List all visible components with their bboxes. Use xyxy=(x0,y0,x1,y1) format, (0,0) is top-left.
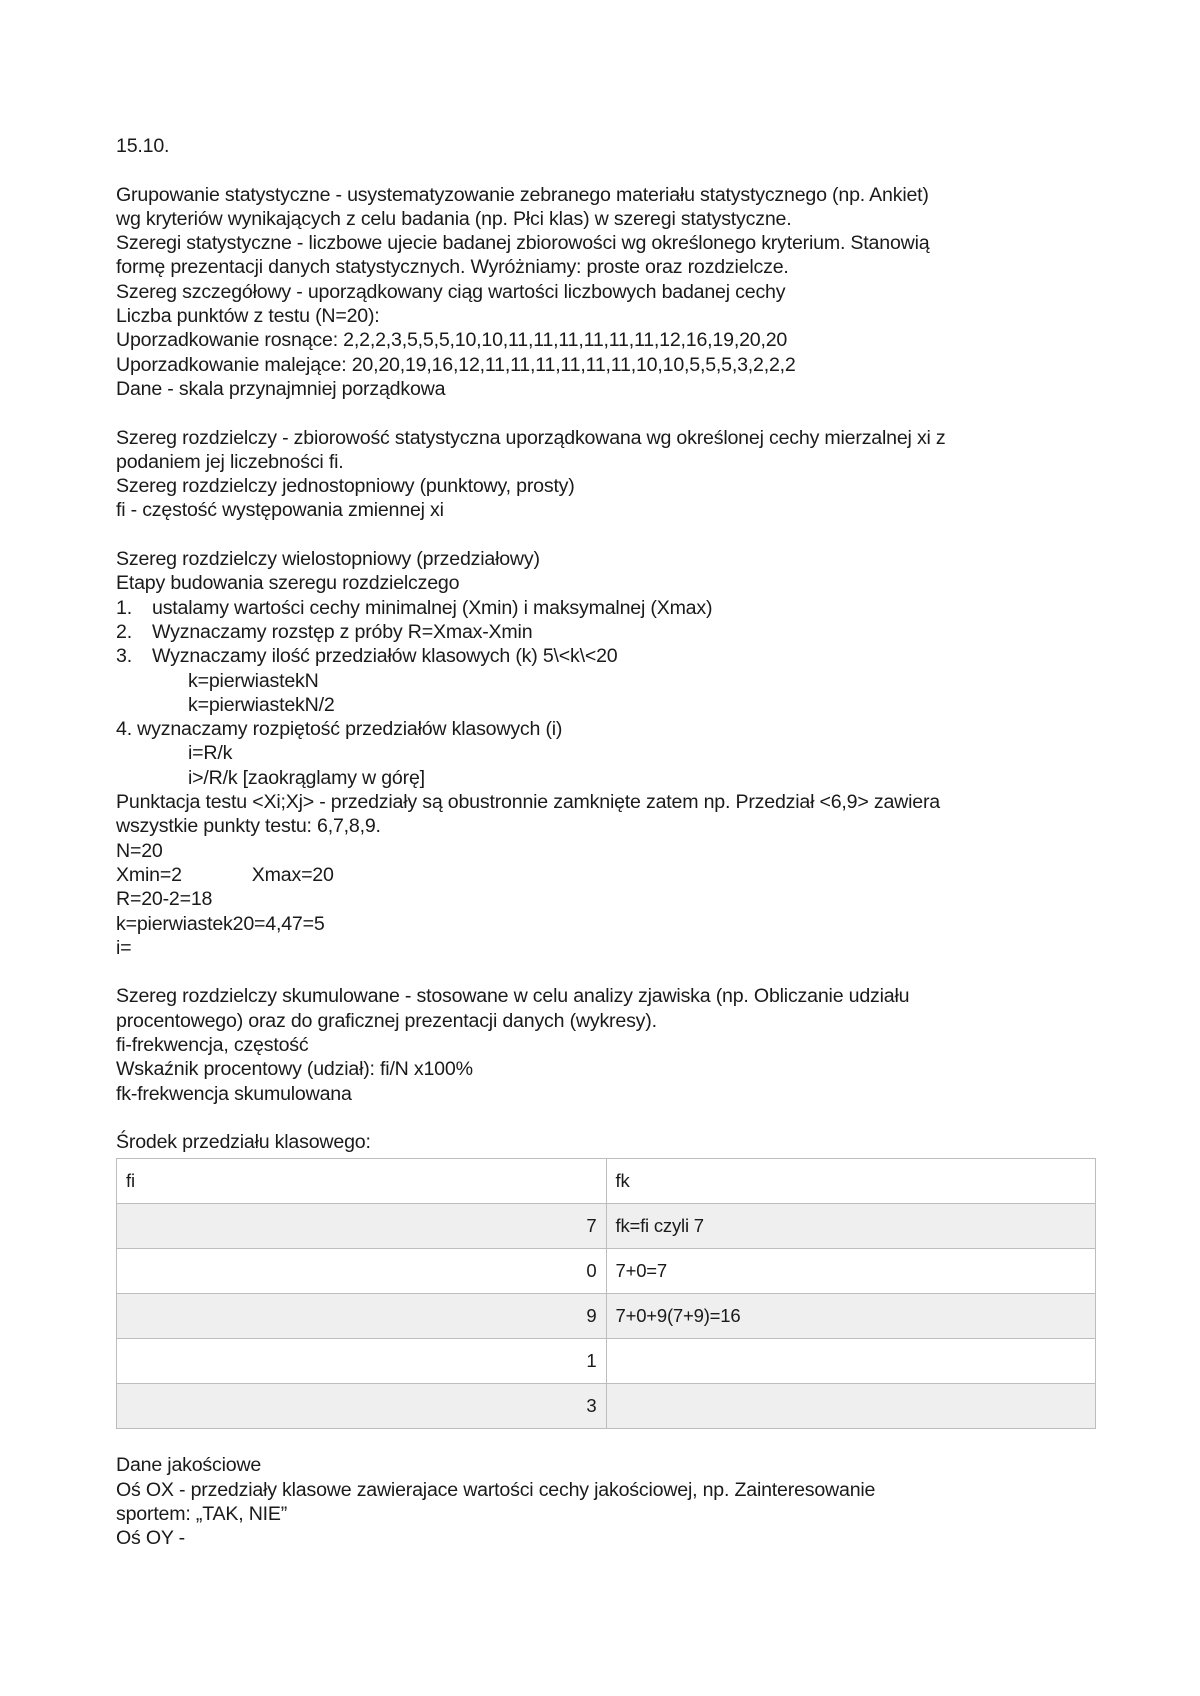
paragraph-line: Dane - skala przynajmniej porządkowa xyxy=(116,377,446,400)
table-cell-fi: 3 xyxy=(117,1384,607,1429)
list-number: 2. xyxy=(116,620,132,643)
paragraph-line: Szeregi statystyczne - liczbowe ujecie badanej zbiorowości wg określonego kryterium. Stanowią xyxy=(116,232,930,255)
paragraph-line: sportem: „TAK, NIE” xyxy=(116,1503,288,1526)
list-item: 4. wyznaczamy rozpiętość przedziałów klasowych (i) xyxy=(116,718,563,741)
formula-line: k=pierwiastekN xyxy=(188,669,319,692)
formula-line: i>/R/k [zaokrąglamy w górę] xyxy=(188,766,425,789)
paragraph-line: Grupowanie statystyczne - usystematyzowanie zebranego materiału statystycznego (np. Ankiet) xyxy=(116,183,929,206)
formula-line: i=R/k xyxy=(188,742,233,765)
table-cell-fk: fk=fi czyli 7 xyxy=(606,1204,1096,1249)
table-header-row xyxy=(117,1159,1096,1204)
list-item xyxy=(116,644,1096,668)
table-cell-fk: 7+0+9(7+9)=16 xyxy=(606,1294,1096,1339)
section-subheading: Etapy budowania szeregu rozdzielczego xyxy=(116,572,460,595)
section-skumulowane xyxy=(116,984,1096,1105)
table-caption: Środek przedziału klasowego: xyxy=(116,1131,371,1154)
table-cell-fk xyxy=(606,1384,1096,1429)
k-value: k=pierwiastek20=4,47=5 xyxy=(116,912,325,935)
section-heading: Dane jakościowe xyxy=(116,1454,262,1477)
table-row xyxy=(117,1384,1096,1429)
table-row xyxy=(117,1249,1096,1294)
paragraph-line: Uporzadkowanie malejące: 20,20,19,16,12,11,11,11,11,11,11,10,10,5,5,5,3,2,2,2 xyxy=(116,353,796,376)
paragraph-line: Szereg rozdzielczy - zbiorowość statystyczna uporządkowana wg określonej cechy mierzalnej xi z xyxy=(116,426,946,449)
list-item xyxy=(116,596,1096,620)
paragraph-line: fk-frekwencja skumulowana xyxy=(116,1082,352,1105)
r-value: R=20-2=18 xyxy=(116,888,213,911)
paragraph-line: wszystkie punkty testu: 6,7,8,9. xyxy=(116,815,381,838)
date-heading: 15.10. xyxy=(116,135,170,157)
paragraph-line: fi-frekwencja, częstość xyxy=(116,1033,309,1056)
frequency-table xyxy=(116,1158,1096,1429)
table-cell-fi: 7 xyxy=(117,1204,607,1249)
table-row xyxy=(117,1204,1096,1249)
list-text: Wyznaczamy rozstęp z próby R=Xmax-Xmin xyxy=(152,620,533,643)
paragraph-line: Oś OX - przedziały klasowe zawierajace wartości cechy jakościowej, np. Zainteresowanie xyxy=(116,1478,876,1501)
n-value: N=20 xyxy=(116,839,163,862)
i-value: i= xyxy=(116,936,132,959)
table-cell-fi: 9 xyxy=(117,1294,607,1339)
list-text: Wyznaczamy ilość przedziałów klasowych (k) 5\<k\<20 xyxy=(152,645,618,668)
list-number: 1. xyxy=(116,596,132,619)
paragraph-line: podaniem jej liczebności fi. xyxy=(116,450,344,473)
paragraph-line: Szereg szczegółowy - uporządkowany ciąg wartości liczbowych badanej cechy xyxy=(116,280,786,303)
paragraph-line: procentowego) oraz do graficznej prezentacji danych (wykresy). xyxy=(116,1009,657,1032)
xmin-value: Xmin=2 xyxy=(116,863,182,886)
paragraph-line: Punktacja testu <Xi;Xj> - przedziały są obustronnie zamknięte zatem np. Przedział <6,9> zawiera xyxy=(116,791,940,814)
table-header-cell: fk xyxy=(606,1159,1096,1204)
list-item xyxy=(116,620,1096,644)
list-number: 3. xyxy=(116,645,132,668)
section-szereg-rozdzielczy xyxy=(116,426,1096,523)
table-cell-fk: 7+0=7 xyxy=(606,1249,1096,1294)
table-row xyxy=(117,1294,1096,1339)
formula-line: k=pierwiastekN/2 xyxy=(188,693,335,716)
xmin-xmax-line xyxy=(116,863,1096,887)
paragraph-line: Szereg rozdzielczy jednostopniowy (punktowy, prosty) xyxy=(116,475,575,498)
paragraph-line: Oś OY - xyxy=(116,1527,186,1550)
paragraph-line: wg kryteriów wynikających z celu badania (np. Płci klas) w szeregi statystyczne. xyxy=(116,207,792,230)
paragraph-line: Liczba punktów z testu (N=20): xyxy=(116,305,380,328)
section-grupowanie xyxy=(116,183,1096,402)
paragraph-line: Wskaźnik procentowy (udział): fi/N x100% xyxy=(116,1058,473,1081)
section-heading: Szereg rozdzielczy wielostopniowy (przedziałowy) xyxy=(116,548,540,571)
table-header-cell: fi xyxy=(117,1159,607,1204)
document-page xyxy=(116,134,1096,1551)
paragraph-line: formę prezentacji danych statystycznych. Wyróżniamy: proste oraz rozdzielcze. xyxy=(116,256,789,279)
paragraph-line: Szereg rozdzielczy skumulowane - stosowane w celu analizy zjawiska (np. Obliczanie udziału xyxy=(116,985,910,1008)
section-wielostopniowy xyxy=(116,547,1096,960)
table-row xyxy=(117,1339,1096,1384)
section-dane-jakosciowe xyxy=(116,1453,1096,1550)
paragraph-line: Uporzadkowanie rosnące: 2,2,2,3,5,5,5,10,10,11,11,11,11,11,11,12,16,19,20,20 xyxy=(116,329,788,352)
paragraph-line: fi - częstość występowania zmiennej xi xyxy=(116,499,444,522)
table-cell-fi: 1 xyxy=(117,1339,607,1384)
table-cell-fi: 0 xyxy=(117,1249,607,1294)
xmax-value: Xmax=20 xyxy=(251,863,334,886)
table-cell-fk xyxy=(606,1339,1096,1384)
list-text: ustalamy wartości cechy minimalnej (Xmin) i maksymalnej (Xmax) xyxy=(152,596,713,619)
